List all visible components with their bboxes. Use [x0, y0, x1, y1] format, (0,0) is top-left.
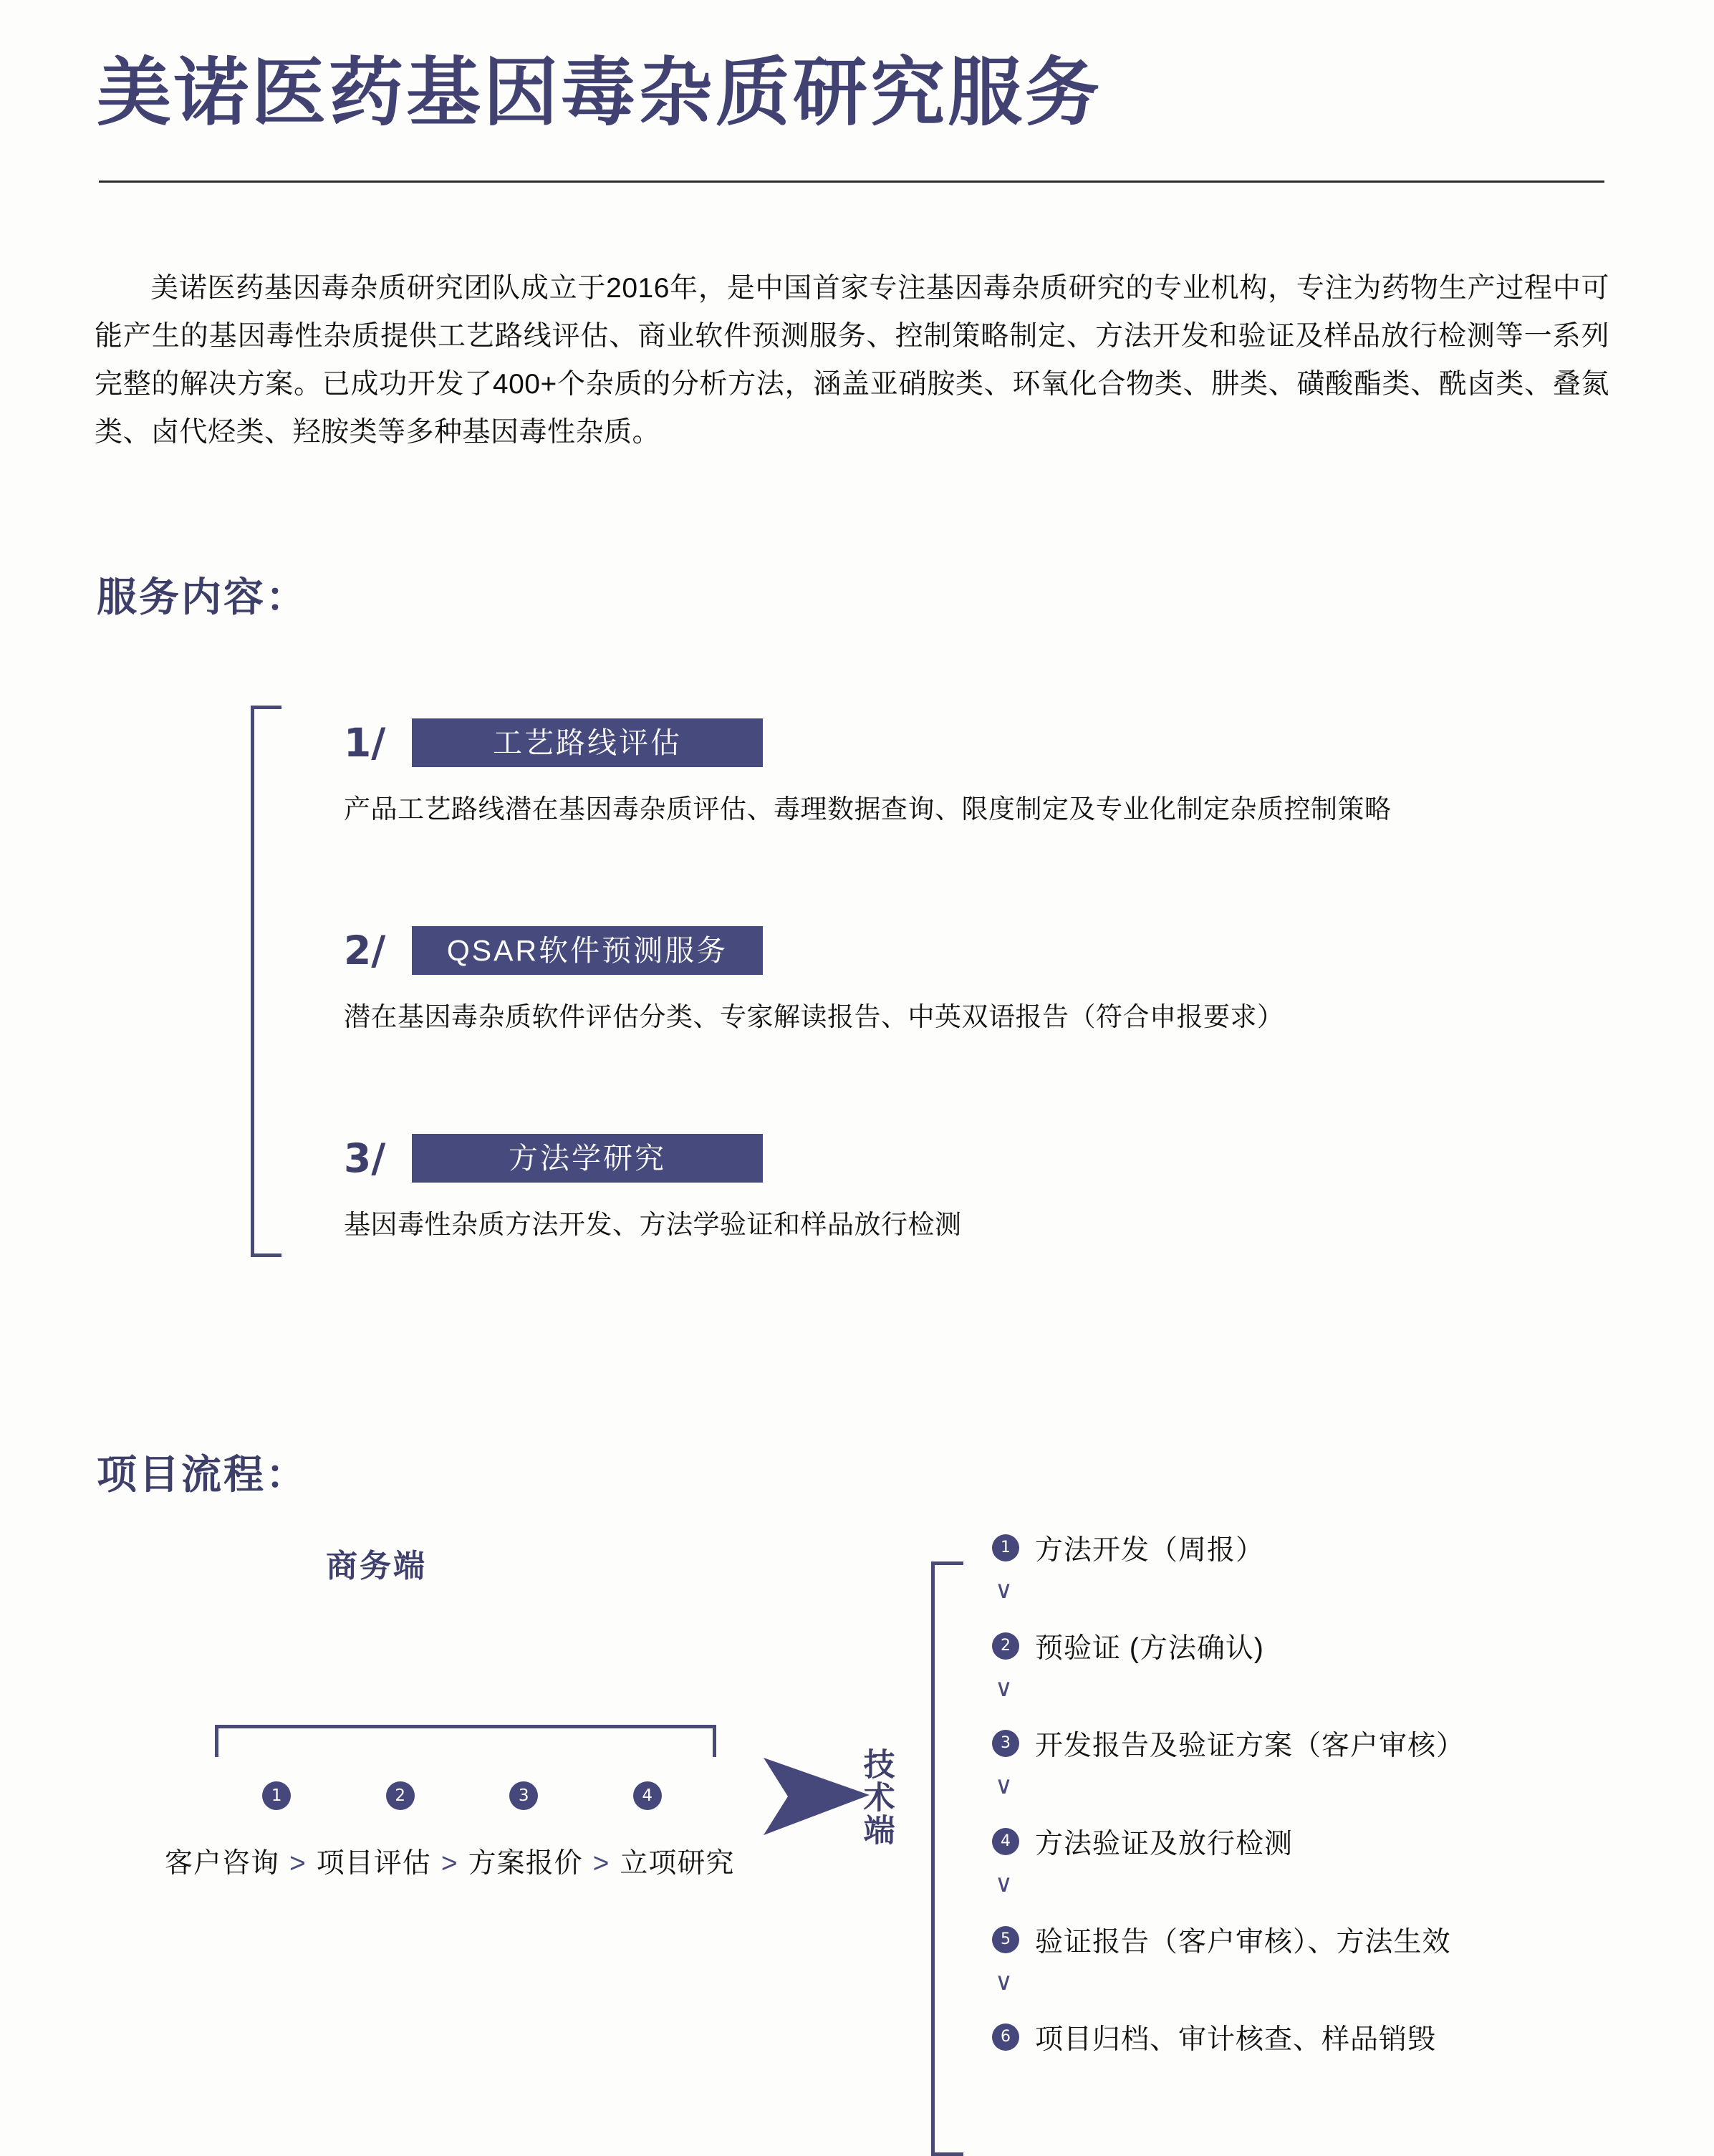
technical-step-marker: 1	[992, 1534, 1019, 1561]
service-number-1: 1/	[344, 719, 386, 766]
business-step-marker: 2	[386, 1781, 415, 1810]
technical-step-label: 项目归档、审计核查、样品销毁	[1035, 2024, 1437, 2056]
technical-step	[992, 1819, 1293, 1864]
service-number-2: 2/	[344, 927, 386, 973]
business-step-label: 立项研究	[620, 1848, 735, 1879]
technical-side-label: 技术端	[857, 1748, 895, 1847]
technical-step	[992, 1917, 1451, 1962]
service-chip-3: 方法学研究	[412, 1134, 763, 1183]
service-chip-2: QSAR软件预测服务	[412, 926, 763, 975]
business-step-marker: 3	[509, 1781, 538, 1810]
service-item-2	[344, 926, 1284, 1034]
technical-bracket	[931, 1561, 963, 2156]
business-step-marker: 1	[262, 1781, 291, 1810]
technical-step-marker: 4	[992, 1828, 1019, 1855]
business-step-label: 方案报价	[468, 1848, 583, 1879]
business-bracket	[215, 1725, 716, 1757]
business-steps	[165, 1841, 766, 1881]
technical-step-label: 方法验证及放行检测	[1035, 1829, 1294, 1859]
technical-step-caret-icon: ∨	[995, 1771, 1013, 1801]
service-number-3: 3/	[344, 1135, 386, 1181]
page-title: 美诺医药基因毒杂质研究服务	[97, 49, 1103, 136]
technical-step-label: 验证报告（客户审核）、方法生效	[1035, 1926, 1451, 1958]
business-step-separator: >	[440, 1848, 458, 1879]
technical-step-caret-icon: ∨	[995, 1673, 1013, 1703]
technical-step-caret-icon: ∨	[995, 1869, 1013, 1898]
business-side-label: 商务端	[326, 1548, 427, 1584]
service-description-1: 产品工艺路线潜在基因毒杂质评估、毒理数据查询、限度制定及专业化制定杂质控制策略	[344, 794, 1392, 824]
service-header-3	[344, 1134, 962, 1183]
service-item-1	[344, 718, 1392, 826]
services-heading: 服务内容：	[97, 574, 308, 621]
flow-heading: 项目流程：	[97, 1451, 308, 1498]
technical-step-label: 方法开发（周报）	[1035, 1535, 1265, 1566]
business-step-label: 客户咨询	[165, 1848, 280, 1879]
title-divider	[99, 181, 1604, 183]
technical-steps	[992, 1535, 1680, 2135]
technical-step	[992, 1526, 1264, 1570]
business-step-markers	[215, 1781, 709, 1817]
service-description-3: 基因毒性杂质方法开发、方法学验证和样品放行检测	[344, 1210, 962, 1239]
service-item-3	[344, 1134, 962, 1241]
technical-step-marker: 2	[992, 1632, 1019, 1660]
technical-step-caret-icon: ∨	[995, 1576, 1013, 1604]
technical-step	[992, 1624, 1264, 1668]
service-header-1	[344, 718, 1392, 767]
services-bracket	[251, 706, 281, 1257]
business-step-separator: >	[289, 1848, 307, 1879]
technical-step-caret-icon: ∨	[995, 1967, 1013, 1996]
technical-step	[992, 2015, 1436, 2059]
service-header-2	[344, 926, 1284, 975]
business-step-separator: >	[592, 1848, 610, 1879]
business-step-label: 项目评估	[316, 1848, 431, 1879]
technical-step-marker: 6	[992, 2023, 1019, 2051]
service-chip-1: 工艺路线评估	[412, 718, 763, 767]
technical-step-label: 开发报告及验证方案（客户审核）	[1035, 1731, 1465, 1762]
technical-step-marker: 3	[992, 1730, 1019, 1757]
business-step-marker: 4	[633, 1781, 662, 1810]
technical-step-label: 预验证 (方法确认)	[1035, 1632, 1264, 1664]
intro-paragraph: 美诺医药基因毒杂质研究团队成立于2016年，是中国首家专注基因毒杂质研究的专业机构，专注为药物生产过程中可能产生的基因毒性杂质提供工艺路线评估、商业软件预测服务、控制策略制定、方法开发和验证及样品放行检测等一系列完整的解决方案。已成功开发了400+个杂质的分析方法，涵盖亚硝胺类、环氧化合物类、肼类、磺酸酯类、酰卤类、叠氮类、卤代烃类、羟胺类等多种基因毒性杂质。	[95, 273, 1609, 448]
technical-step-marker: 5	[992, 1926, 1019, 1953]
technical-step	[992, 1721, 1465, 1766]
service-description-2: 潜在基因毒杂质软件评估分类、专家解读报告、中英双语报告（符合申报要求）	[344, 1002, 1284, 1031]
services-block	[251, 706, 1468, 1250]
